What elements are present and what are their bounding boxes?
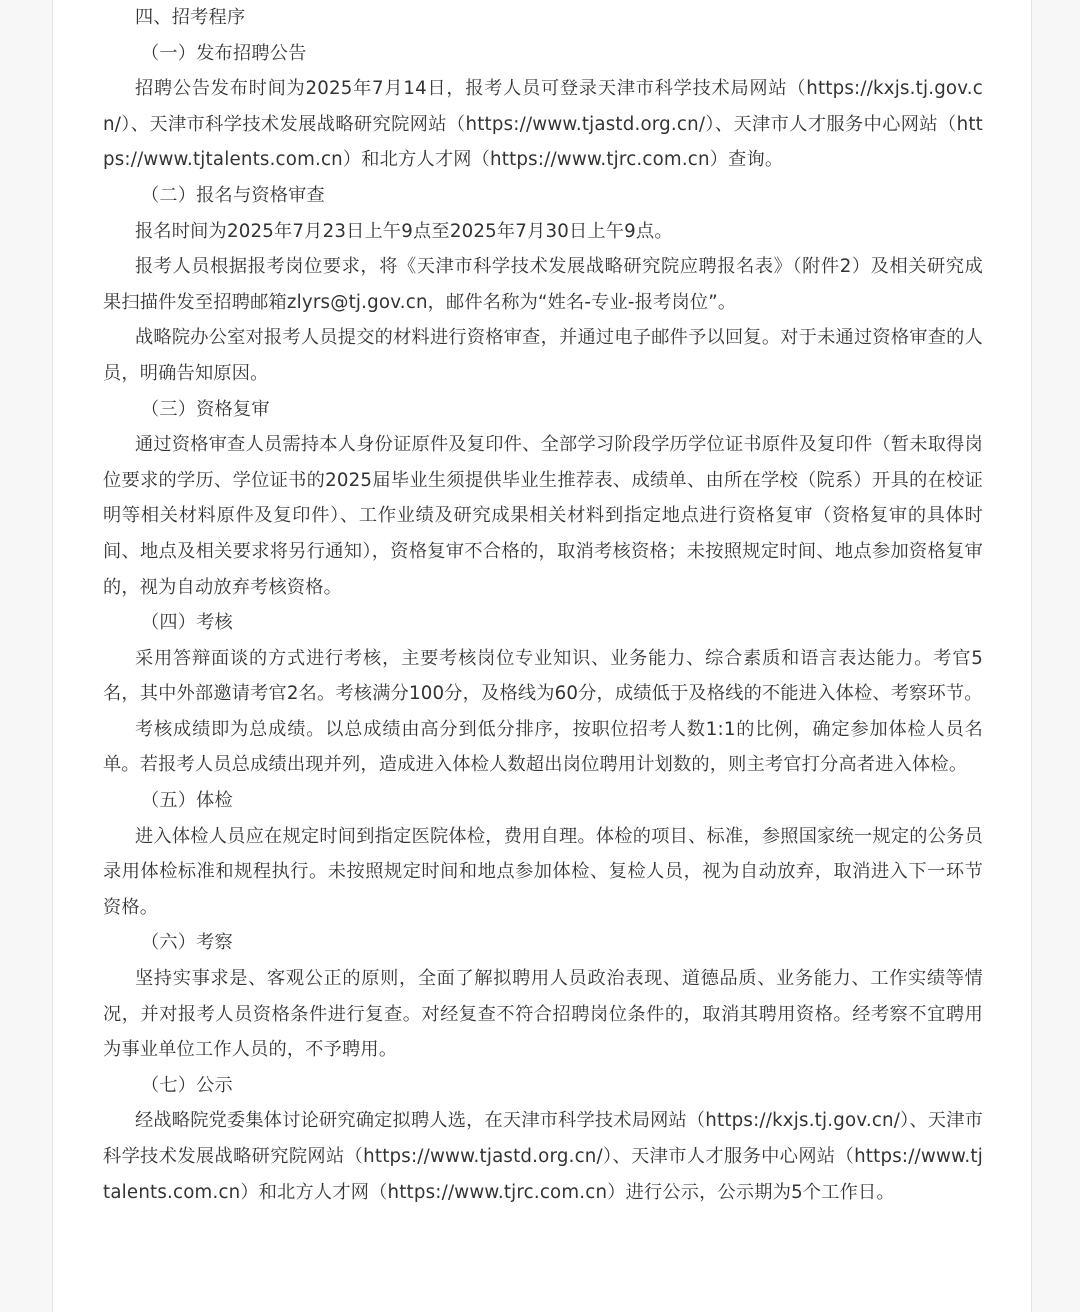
subsection-heading-announcement: （一）发布招聘公告 [141, 42, 307, 64]
paragraph-inspection: 坚持实事求是、客观公正的原则，全面了解拟聘用人员政治表现、道德品质、业务能力、工作实绩等情况，并对报考人员资格条件进行复查。对经复查不符合招聘岗位条件的，取消其聘用资格。经考察不宜聘用为事业单位工作人员的，不予聘用。 [103, 968, 983, 1061]
paragraph-recheck: 通过资格审查人员需持本人身份证原件及复印件、全部学习阶段学历学位证书原件及复印件（暂未取得岗位要求的学历、学位证书的2025届毕业生须提供毕业生推荐表、成绩单、由所在学校（院系）开具的在校证明等相关材料原件及复印件）、工作业绩及研究成果相关材料到指定地点进行资格复审（资格复审的具体时间、地点及相关要求将另行通知），资格复审不合格的，取消考核资格；未按照规定时间、地点参加资格复审的，视为自动放弃考核资格。 [103, 434, 983, 598]
document-body [103, 0, 983, 1210]
subsection-heading-recheck: （三）资格复审 [141, 398, 270, 420]
subsection-heading-registration: （二）报名与资格审查 [141, 184, 325, 206]
subsection-heading-medical: （五）体检 [141, 790, 233, 812]
subsection-heading-assessment: （四）考核 [141, 612, 233, 634]
subsection-heading-publicity: （七）公示 [141, 1074, 233, 1096]
paragraph-announcement: 招聘公告发布时间为2025年7月14日，报考人员可登录天津市科学技术局网站（https://kxjs.tj.gov.cn/）、天津市科学技术发展战略研究院网站（https://www.tjastd.org.cn/）、天津市人才服务中心网站（https://www.tjtalents.com.cn）和北方人才网（https://www.tjrc.com.cn）查询。 [103, 78, 983, 171]
document-page [52, 0, 1032, 1312]
paragraph-assessment-score: 考核成绩即为总成绩。以总成绩由高分到低分排序，按职位招考人数1:1的比例，确定参加体检人员名单。若报考人员总成绩出现并列，造成进入体检人数超出岗位聘用计划数的，则主考官打分高者进入体检。 [103, 718, 983, 776]
paragraph-assessment-method: 采用答辩面谈的方式进行考核，主要考核岗位专业知识、业务能力、综合素质和语言表达能力。考官5名，其中外部邀请考官2名。考核满分100分，及格线为60分，成绩低于及格线的不能进入体检、考察环节。 [103, 647, 983, 705]
paragraph-registration-email: 报考人员根据报考岗位要求，将《天津市科学技术发展战略研究院应聘报名表》（附件2）及相关研究成果扫描件发至招聘邮箱zlyrs@tj.gov.cn，邮件名称为“姓名-专业-报考岗位”。 [103, 256, 983, 313]
paragraph-registration-review: 战略院办公室对报考人员提交的材料进行资格审查，并通过电子邮件予以回复。对于未通过资格审查的人员，明确告知原因。 [103, 327, 983, 384]
paragraph-publicity: 经战略院党委集体讨论研究确定拟聘人选，在天津市科学技术局网站（https://kxjs.tj.gov.cn/）、天津市科学技术发展战略研究院网站（https://www.tjastd.org.cn/）、天津市人才服务中心网站（https://www.tjtalents.com.cn）和北方人才网（https://www.tjrc.com.cn）进行公示，公示期为5个工作日。 [103, 1110, 983, 1203]
paragraph-medical: 进入体检人员应在规定时间到指定医院体检，费用自理。体检的项目、标准，参照国家统一规定的公务员录用体检标准和规程执行。未按照规定时间和地点参加体检、复检人员，视为自动放弃，取消进入下一环节资格。 [103, 825, 983, 918]
paragraph-registration-time: 报名时间为2025年7月23日上午9点至2025年7月30日上午9点。 [135, 220, 673, 242]
subsection-heading-inspection: （六）考察 [141, 932, 233, 954]
section-title: 四、招考程序 [135, 7, 246, 28]
